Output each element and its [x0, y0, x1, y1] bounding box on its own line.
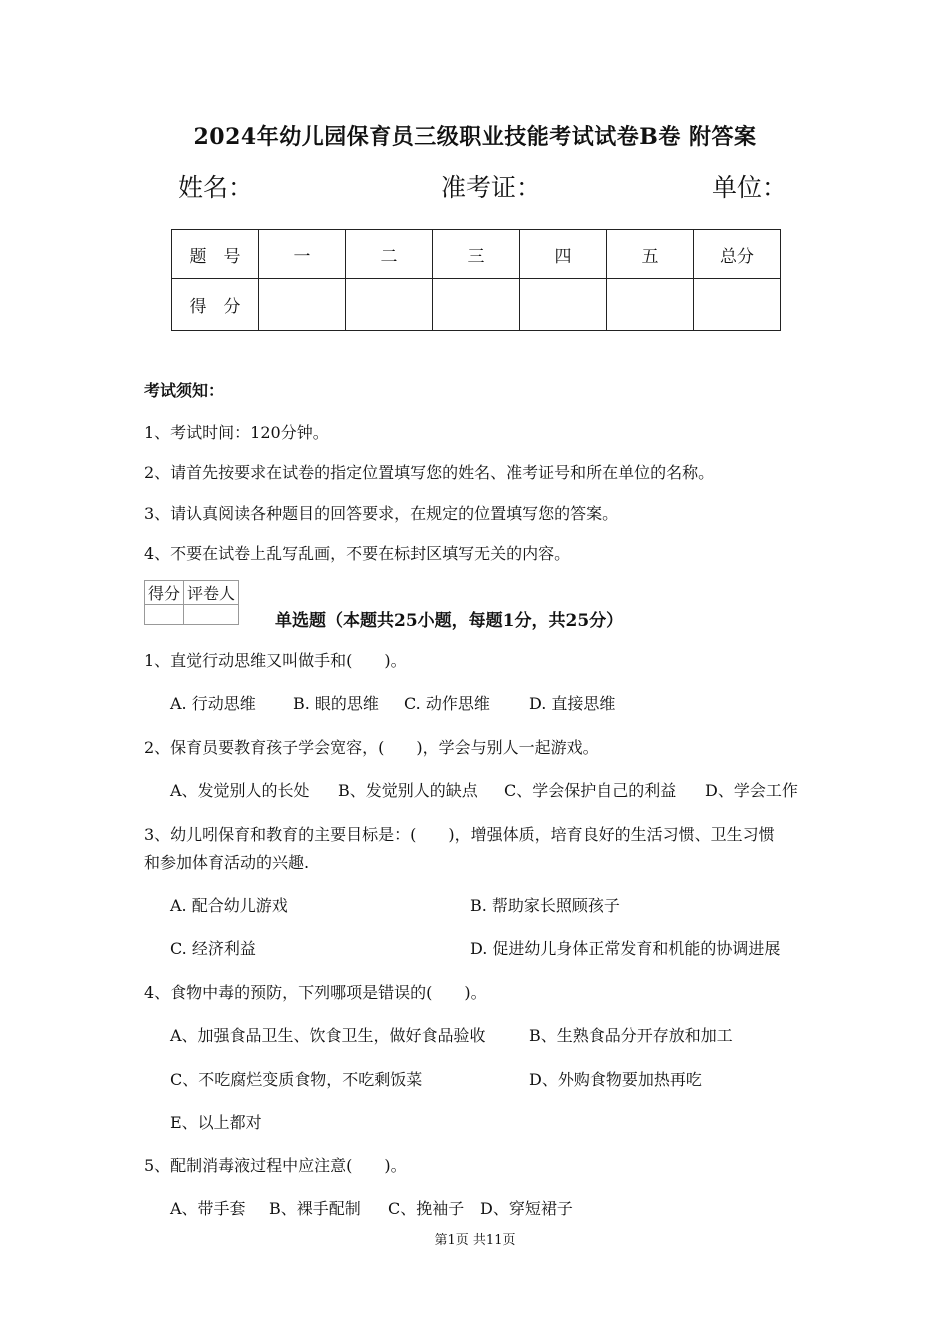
header-cell-question-number: 题 号	[172, 230, 259, 279]
option-a[interactable]: A、发觉别人的长处	[170, 781, 310, 800]
score-input-cell[interactable]	[259, 279, 346, 331]
page-title: 2024年幼儿园保育员三级职业技能考试试卷B卷 附答案	[193, 124, 757, 150]
name-field-label: 姓名：	[178, 173, 254, 202]
instructions-heading: 考试须知：	[144, 381, 225, 400]
option-d[interactable]: D. 直接思维	[529, 694, 616, 713]
score-table-header-row	[172, 230, 781, 279]
score-table-score-row	[172, 279, 781, 331]
option-c[interactable]: C. 经济利益	[170, 939, 256, 958]
header-cell-total: 总分	[694, 230, 781, 279]
option-b[interactable]: B、裸手配制	[269, 1199, 361, 1218]
unit-field-label: 单位：	[712, 173, 788, 202]
option-a[interactable]: A. 行动思维	[170, 694, 256, 713]
grader-score-input-cell[interactable]	[145, 605, 184, 625]
question-stem-continued: 和参加体育活动的兴趣.	[144, 853, 310, 872]
option-c[interactable]: C、不吃腐烂变质食物，不吃剩饭菜	[170, 1070, 423, 1089]
option-c[interactable]: C. 动作思维	[404, 694, 490, 713]
section-title: 单选题（本题共25小题，每题1分，共25分）	[275, 611, 624, 631]
option-c[interactable]: C、学会保护自己的利益	[504, 781, 677, 800]
option-b[interactable]: B. 帮助家长照顾孩子	[470, 896, 620, 915]
grader-box	[144, 580, 239, 625]
option-a[interactable]: A、带手套	[170, 1199, 246, 1218]
score-input-cell[interactable]	[694, 279, 781, 331]
option-a[interactable]: A. 配合幼儿游戏	[170, 896, 288, 915]
option-b[interactable]: B、生熟食品分开存放和加工	[529, 1026, 733, 1045]
grader-box-grader-label: 评卷人	[184, 581, 239, 605]
option-c[interactable]: C、挽袖子	[388, 1199, 465, 1218]
header-cell-4: 四	[520, 230, 607, 279]
question-stem: 2、保育员要教育孩子学会宽容，( )，学会与别人一起游戏。	[144, 738, 599, 757]
score-input-cell[interactable]	[520, 279, 607, 331]
option-d[interactable]: D. 促进幼儿身体正常发育和机能的协调进展	[470, 939, 781, 958]
header-cell-1: 一	[259, 230, 346, 279]
grader-box-input-row	[145, 605, 239, 625]
score-input-cell[interactable]	[607, 279, 694, 331]
grader-box-header-row	[145, 581, 239, 605]
instruction-item: 3、请认真阅读各种题目的回答要求，在规定的位置填写您的答案。	[144, 504, 619, 523]
grader-box-score-label: 得分	[145, 581, 184, 605]
score-input-cell[interactable]	[346, 279, 433, 331]
question-stem: 5、配制消毒液过程中应注意( )。	[144, 1156, 407, 1175]
option-b[interactable]: B. 眼的思维	[293, 694, 379, 713]
instruction-item: 2、请首先按要求在试卷的指定位置填写您的姓名、准考证号和所在单位的名称。	[144, 463, 715, 482]
grader-name-input-cell[interactable]	[184, 605, 239, 625]
question-stem: 1、直觉行动思维又叫做手和( )。	[144, 651, 407, 670]
instruction-item: 1、考试时间：120分钟。	[144, 423, 329, 442]
score-row-label: 得 分	[172, 279, 259, 331]
exam-id-field-label: 准考证：	[441, 173, 542, 202]
option-d[interactable]: D、学会工作	[705, 781, 798, 800]
score-input-cell[interactable]	[433, 279, 520, 331]
page-footer: 第1页 共11页	[434, 1233, 516, 1248]
option-b[interactable]: B、发觉别人的缺点	[338, 781, 478, 800]
option-d[interactable]: D、外购食物要加热再吃	[529, 1070, 702, 1089]
question-stem: 4、食物中毒的预防，下列哪项是错误的( )。	[144, 983, 487, 1002]
option-d[interactable]: D、穿短裙子	[480, 1199, 573, 1218]
option-a[interactable]: A、加强食品卫生、饮食卫生，做好食品验收	[170, 1026, 486, 1045]
header-cell-2: 二	[346, 230, 433, 279]
option-e[interactable]: E、以上都对	[170, 1113, 262, 1132]
header-cell-5: 五	[607, 230, 694, 279]
instruction-item: 4、不要在试卷上乱写乱画，不要在标封区填写无关的内容。	[144, 544, 571, 563]
header-cell-3: 三	[433, 230, 520, 279]
question-stem: 3、幼儿吲保育和教育的主要目标是：( )，增强体质，培育良好的生活习惯、卫生习惯	[144, 825, 775, 844]
score-table	[171, 229, 781, 331]
